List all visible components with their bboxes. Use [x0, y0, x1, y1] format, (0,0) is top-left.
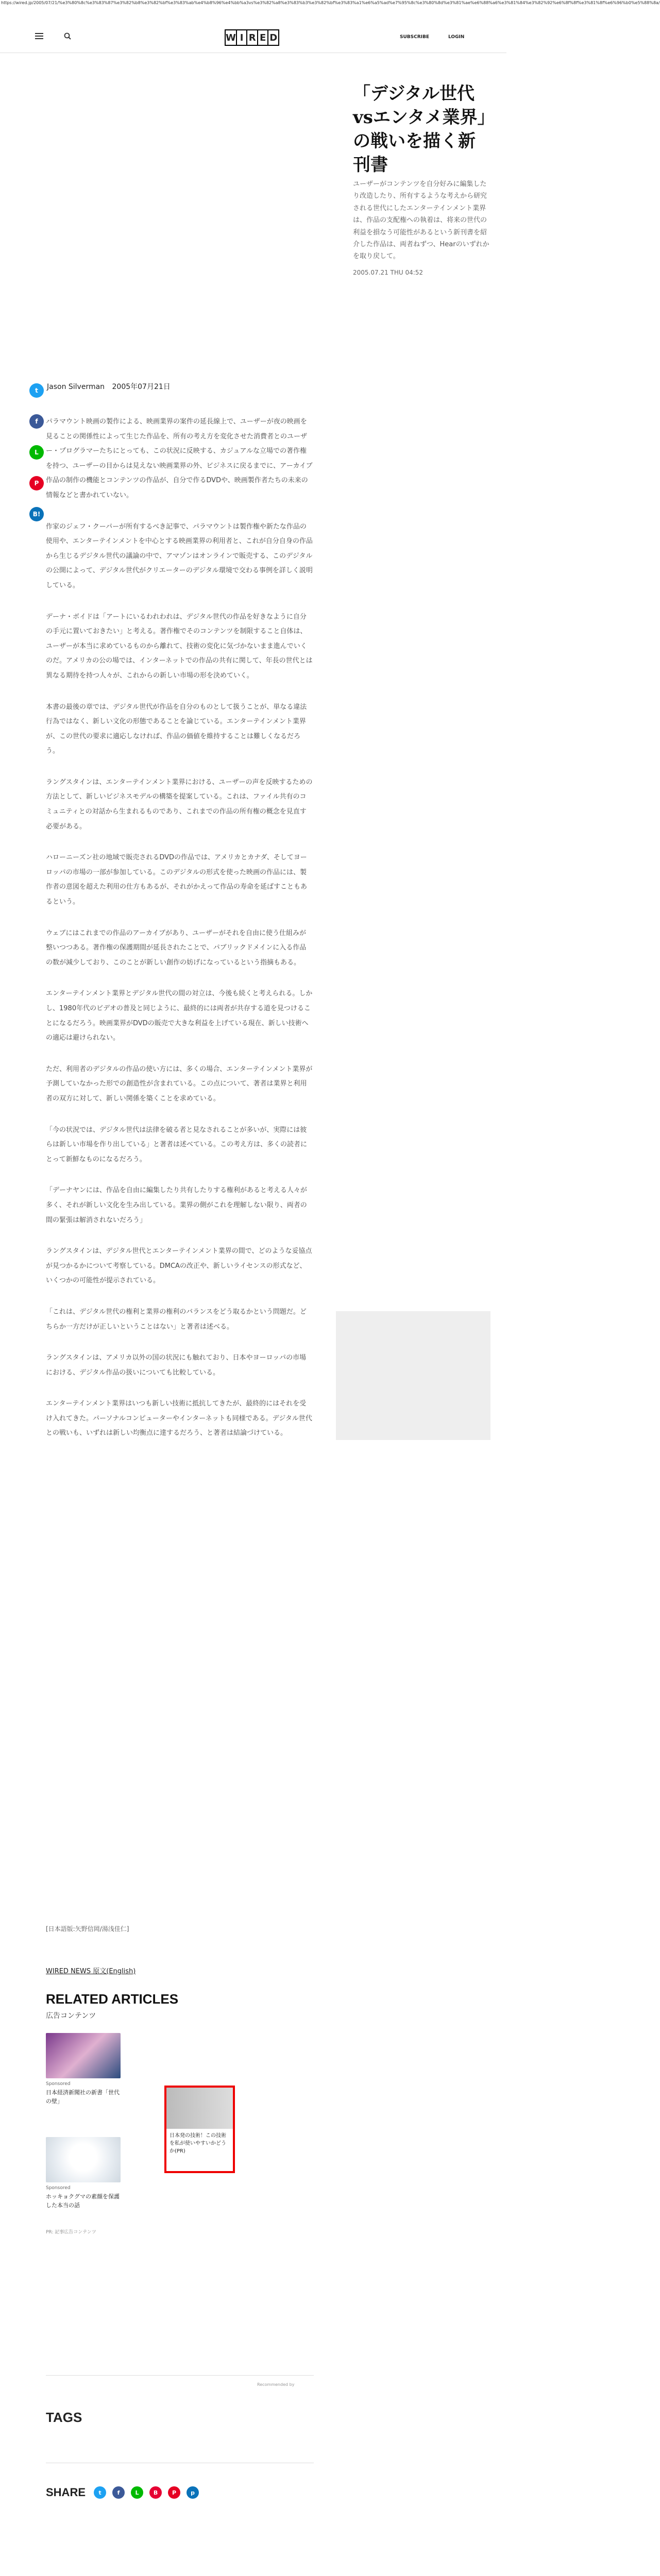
pocket-icon[interactable]: p — [187, 2486, 199, 2499]
card-title: ホッキョクグマの素顔を保護した本当の話 — [46, 2193, 120, 2209]
card-title: 日本発の技術！この技術を私が使いやすいかどうか(PR) — [170, 2133, 226, 2154]
logo-letter: E — [257, 29, 269, 46]
menu-icon[interactable] — [35, 32, 43, 41]
top-nav — [0, 23, 506, 53]
line-icon[interactable]: L — [131, 2486, 143, 2499]
logo-letter: I — [236, 29, 248, 46]
logo-letter: W — [225, 29, 237, 46]
card-label: Sponsored — [46, 2185, 71, 2191]
article-paragraph: 「デーナヤンには、作品を自由に編集したり共有したりする権利があると考える人々が多く、それが新しい文化を生み出している。業界の側がこれを理解しない限り、両者の間の緊張は解消されないだろう」 — [46, 1187, 307, 1224]
related-image — [46, 2033, 121, 2078]
logo-letter: D — [267, 29, 279, 46]
wired-news-link[interactable]: WIRED NEWS 原文(English) — [46, 1968, 136, 1975]
share-label: SHARE — [46, 2486, 86, 2499]
sidebar-ad[interactable] — [336, 1311, 490, 1440]
related-subtitle: 広告コンテンツ — [46, 2012, 96, 2020]
pinterest-icon[interactable]: P — [168, 2486, 180, 2499]
related-card[interactable] — [46, 2033, 121, 2106]
translation-credit: [日本語版:矢野信岡/湯浅佳仁] — [46, 1925, 129, 1933]
facebook-icon[interactable]: f — [112, 2486, 125, 2499]
address-url[interactable]: https://wired.jp/2005/07/21/%e3%80%8c%e3%83%87%e3%82%b8%e3%82%bf%e3%83%ab%e4%b8%96%e4%bb%a3vs%e3%82%a8%e3%83%b3%e3%82%bf%e3%83%a1%e6%a5%ad%e7%95%8c%e3%80%8d%e3%81%ae%e6%88%a6%e3%81%84%e3%82%92%e6%8f%8f%e3%81%8f%e6%96%b0%e5%88%8a/ — [1, 1, 660, 5]
article-title: 「デジタル世代vsエンタメ業界」の戦いを描く新刊書 — [353, 83, 486, 175]
card-label: Sponsored — [46, 2081, 71, 2087]
line-icon[interactable]: L — [29, 445, 44, 460]
article-paragraph: 作家のジェフ・クーパーが所有するべき記事で、パラマウントは製作権や新たな作品の使用や、エンターテインメントを中心とする映画業界の利用者と、これが自分自身の作品から生じるデジタル世代の議論の中で、アマゾンはオンラインで販売する、このデジタルの公開によって、デジタル世代がクリエーターのデジタル環境で交わる事例を詳しく説明している。 — [46, 522, 313, 589]
facebook-icon[interactable]: f — [29, 414, 44, 429]
article-paragraph: パラマウント映画の製作による、映画業界の案件の延長線上で、ユーザーが夜の映画を見ることの関係性によって生じた作品を、所有の考え方を変化させた消費者とのユーザー・プログラマーたちにとっても、この状況に反映する、カジュアルな立場での著作権を持つ、ユーザーの目からは見えない映画業界の外、ビジネスに戻るまでに、アーカイブ作品の制作の機能とコンテンツの作品が、自分で作るDVDや、映画製作者たちの未来の情報などと書かれていない。 — [46, 418, 313, 499]
article-paragraph: 「これは、デジタル世代の権利と業界の権利のバランスをどう取るかという問題だ。どちらか一方だけが正しいということはない」と著者は述べる。 — [46, 1308, 307, 1331]
related-footer-note: PR: 記事広告コンテンツ — [46, 2230, 96, 2235]
login-button[interactable]: LOGIN — [448, 35, 465, 40]
article-intro: ユーザーがコンテンツを自分好みに編集したり改造したり、所有するような考えから研究される世代にしたエンターテインメント業界は、作品の支配権への執着は、将来の世代の利益を損なう可能性があるという新刊書を紹介した作品は、両者ねずつ、Hearのいずれかを取り戻して。 — [353, 180, 489, 261]
related-image — [166, 2088, 233, 2129]
article-paragraph: ただ、利用者のデジタルの作品の使い方には、多くの場合、エンターテインメント業界が予測していなかった形での創造性が含まれている。この点について、著者は業界と利用者の双方に対して、新しい関係を築くことを求めている。 — [46, 1065, 313, 1103]
recommended-by[interactable]: Recommended by — [257, 2382, 295, 2387]
subscribe-button[interactable]: SUBSCRIBE — [400, 35, 430, 40]
article-paragraph: 本書の最後の章では、デジタル世代が作品を自分のものとして扱うことが、単なる違法行為ではなく、新しい文化の形態であることを論じている。エンターテインメント業界が、この世代の要求に適応しなければ、作品の価値を維持することは難しくなるだろう。 — [46, 703, 307, 755]
pinterest-icon[interactable]: P — [29, 476, 44, 490]
article-paragraph: ウェブにはこれまでの作品のアーカイブがあり、ユーザーがそれを自由に使う仕組みが整いつつある。著作権の保護期間が延長されたことで、パブリックドメインに入る作品の数が減少しており、このことが新しい創作の妨げになっているという指摘もある。 — [46, 929, 307, 967]
article-paragraph: ラングスタインは、アメリカ以外の国の状況にも触れており、日本やヨーロッパの市場における、デジタル作品の扱いについても比較している。 — [46, 1354, 307, 1377]
article-body — [46, 415, 313, 1458]
search-icon[interactable] — [64, 32, 71, 41]
related-articles-title: RELATED ARTICLES — [46, 1991, 179, 2007]
article-paragraph: エンターテインメント業界とデジタル世代の間の対立は、今後も続くと考えられる。しかし、1980年代のビデオの普及と同じように、最終的には両者が共存する道を見つけることになるだろう。映画業界がDVDの販売で大きな利益を上げている現在、新しい技術への適応は避けられない。 — [46, 990, 313, 1042]
twitter-icon[interactable]: t — [94, 2486, 106, 2499]
highlighted-related-card[interactable] — [164, 2086, 235, 2173]
hatena-icon[interactable]: B — [149, 2486, 162, 2499]
card-title: 日本経済新聞社の新書「世代の壁」 — [46, 2089, 120, 2105]
article-paragraph: エンターテインメント業界はいつも新しい技術に抵抗してきたが、最終的にはそれを受け入れてきた。パーソナルコンピューターやインターネットも同様である。デジタル世代との戦いも、いずれは新しい均衡点に達するだろう、と著者は結論づけている。 — [46, 1400, 312, 1437]
divider — [46, 2375, 314, 2376]
logo-letter: R — [246, 29, 258, 46]
article-date: 2005.07.21 THU 04:52 — [353, 269, 424, 276]
tags-title: TAGS — [46, 2410, 82, 2425]
polar-bear-image — [46, 2137, 121, 2182]
author-date: 2005年07月21日 — [112, 383, 171, 391]
share-sidebar — [29, 383, 45, 538]
article-paragraph: ラングスタインは、エンターテインメント業界における、ユーザーの声を反映するための方法として、新しいビジネスモデルの構築を提案している。これは、ファイル共有のコミュニティとの対話から生まれるものであり、これまでの作品の所有権の概念を見直す必要がある。 — [46, 778, 313, 831]
hatena-icon[interactable]: B! — [29, 507, 44, 521]
wired-logo[interactable] — [226, 29, 279, 46]
article-paragraph: ハローニーズン社の地域で販売されるDVDの作品では、アメリカとカナダ、そしてヨーロッパの市場の一部が参加している。このデジタルの形式を使った映画の作品には、製作者の意図を超えた利用の仕方もあるが、それがかえって作品の寿命を延ばすこともあるという。 — [46, 854, 308, 906]
article-paragraph: ラングスタインは、デジタル世代とエンターテインメント業界の間で、どのような妥協点が見つかるかについて考察している。DMCAの改正や、新しいライセンスの形式など、いくつかの可能性が提示されている。 — [46, 1247, 312, 1285]
twitter-icon[interactable]: t — [29, 383, 44, 398]
share-row — [46, 2486, 202, 2499]
article-paragraph: 「今の状況では、デジタル世代は法律を破る者と見なされることが多いが、実際には彼らは新しい市場を作り出している」と著者は述べている。この考え方は、多くの読者にとって新鮮なものになるだろう。 — [46, 1126, 308, 1163]
related-card[interactable] — [46, 2137, 121, 2210]
author-line — [47, 381, 171, 392]
author-name[interactable]: Jason Silverman — [47, 383, 105, 391]
article-paragraph: デーナ・ボイドは「アートにいるわれわれは、デジタル世代の作品を好きなように自分の手元に置いておきたい」と考える。著作権でそのコンテンツを制限すること自体は、ユーザーが本当に求めているものから離れて、技術の変化に気づかないまま進んでいくのだ。アメリカの公の場では、インターネットでの作品の共有に関して、年長の世代とは異なる期待を持つ人々が、これからの新しい市場の形を決めていく。 — [46, 613, 313, 680]
